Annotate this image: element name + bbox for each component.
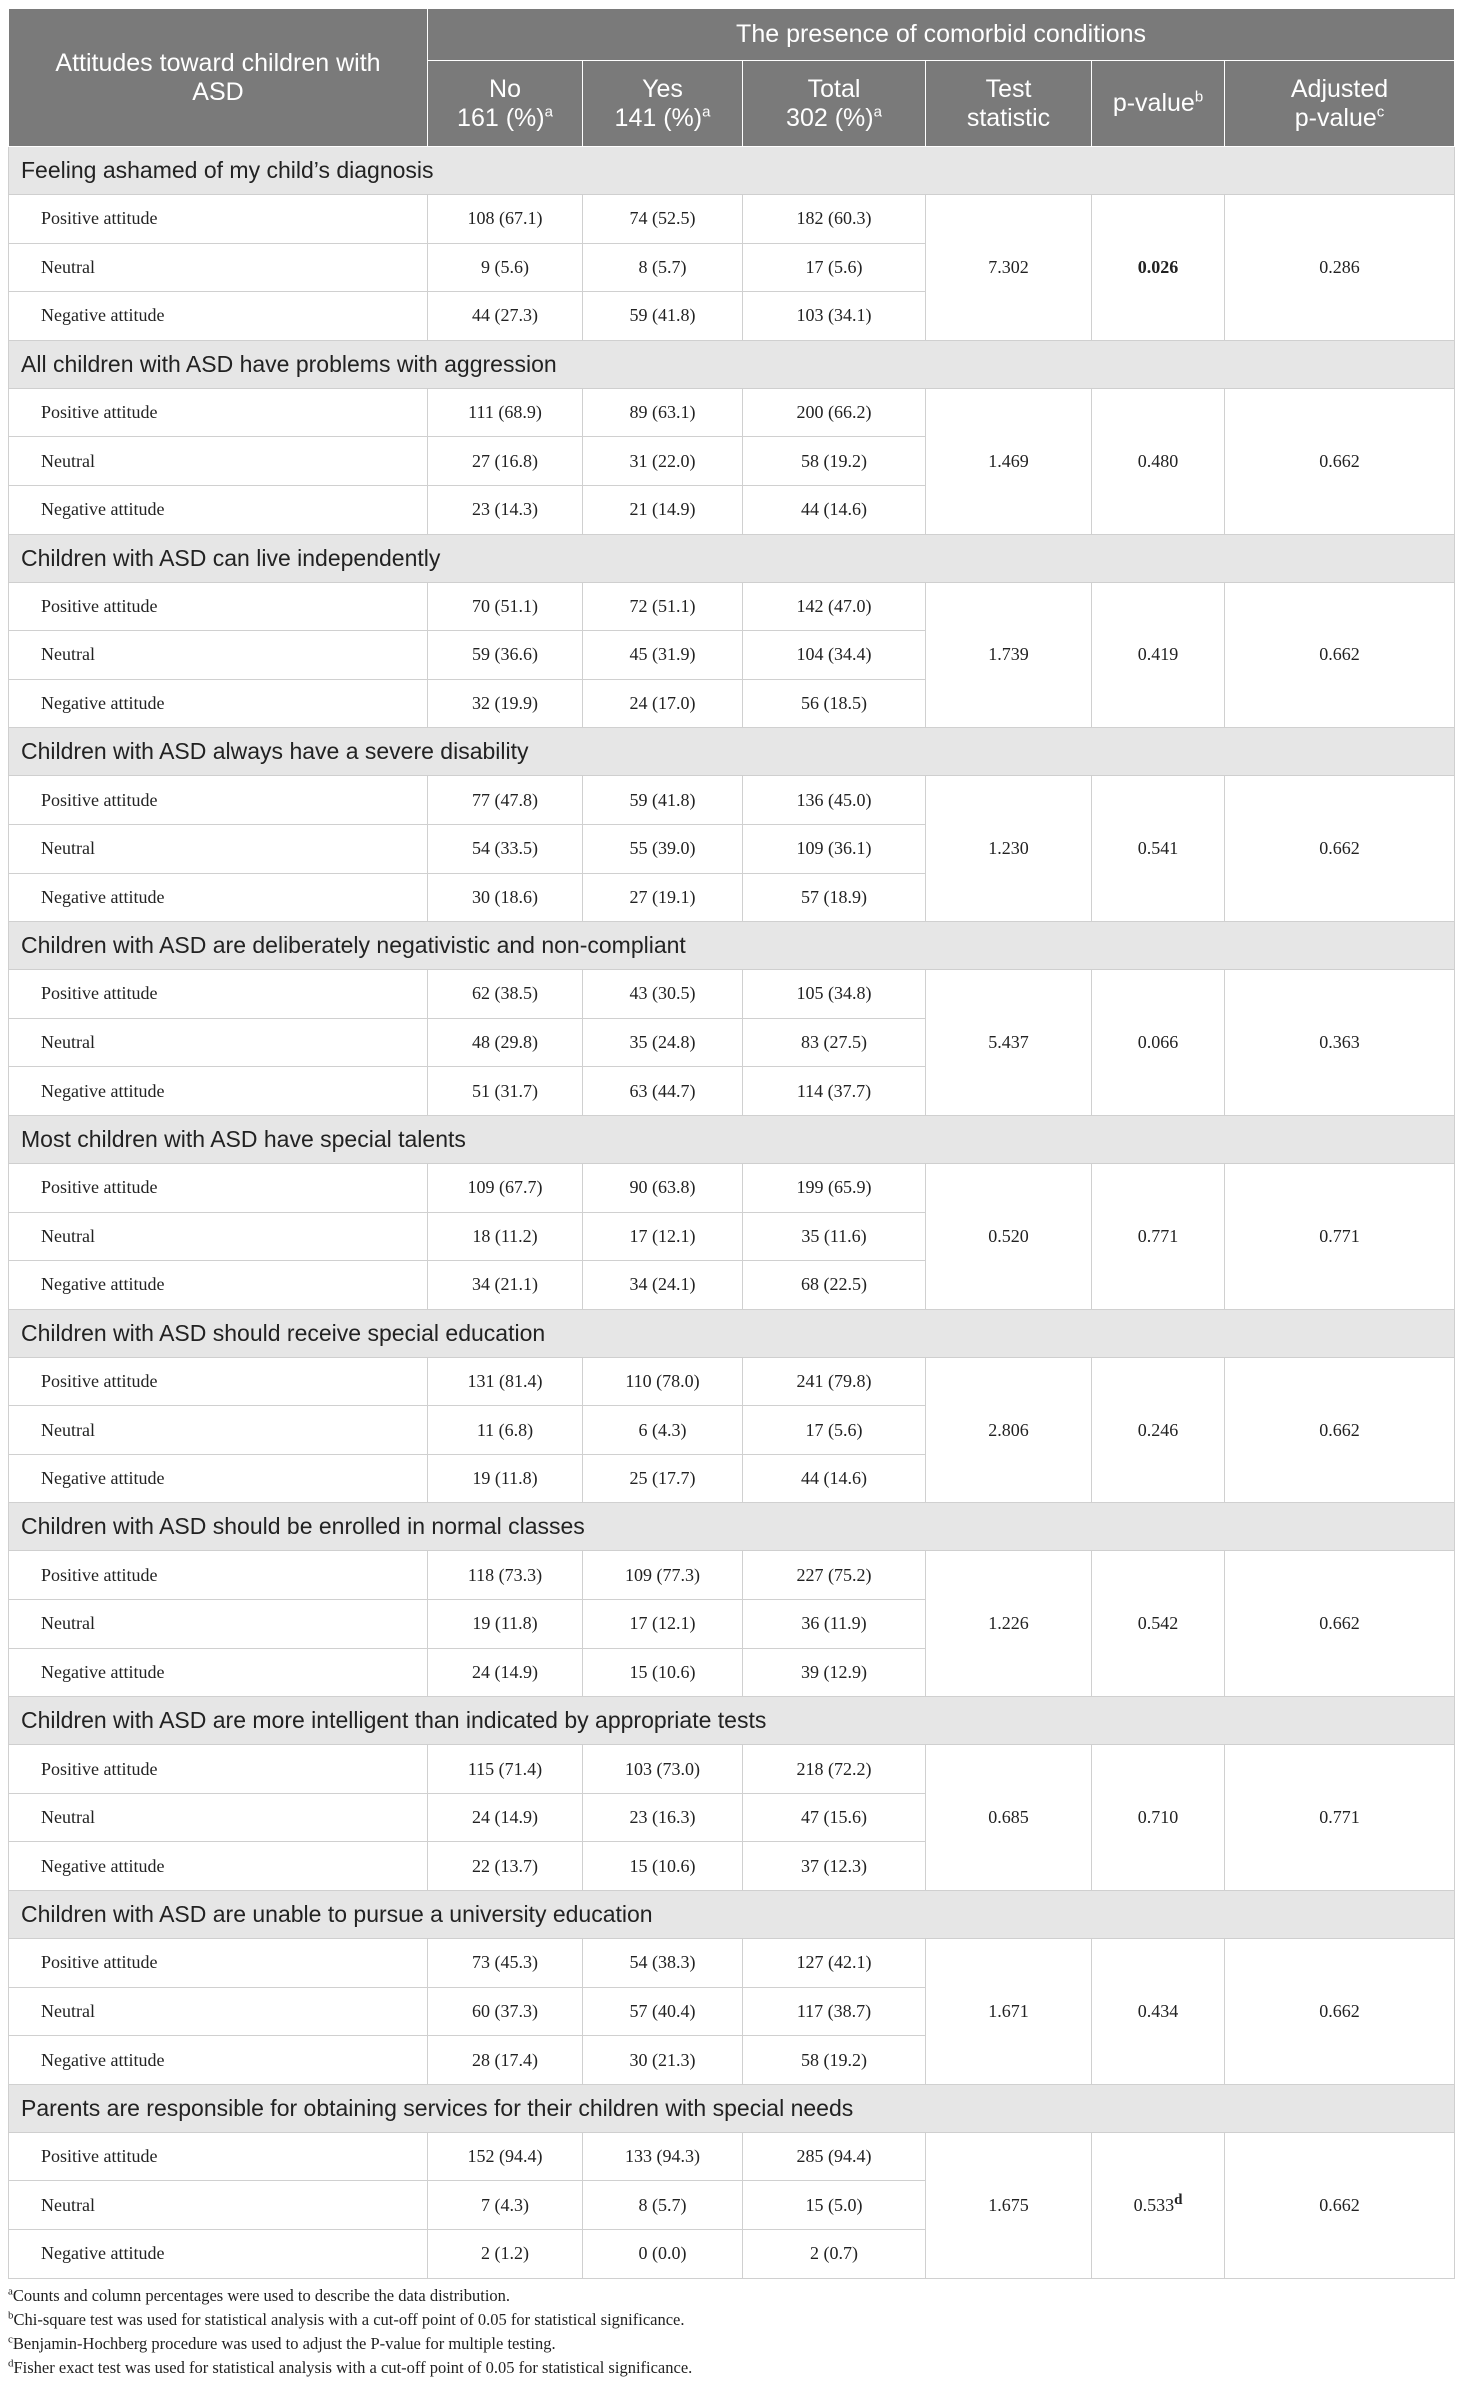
- total-count-cell: 218 (72.2): [743, 1745, 926, 1794]
- no-count-cell: 23 (14.3): [428, 485, 583, 534]
- footnote-marker: d: [8, 2357, 14, 2370]
- no-count-cell: 73 (45.3): [428, 1939, 583, 1988]
- attitude-label: Neutral: [9, 437, 428, 486]
- adjusted-p-value-cell: 0.286: [1225, 195, 1455, 341]
- yes-count-cell: 34 (24.1): [583, 1261, 743, 1310]
- no-count-cell: 152 (94.4): [428, 2132, 583, 2181]
- p-value-text: 0.066: [1137, 1032, 1179, 1053]
- section-title: Children with ASD are deliberately negativistic and non-compliant: [9, 922, 1455, 970]
- total-count-cell: 114 (37.7): [743, 1067, 926, 1116]
- no-count-cell: 118 (73.3): [428, 1551, 583, 1600]
- total-count-cell: 142 (47.0): [743, 582, 926, 631]
- p-value-cell: [1092, 2132, 1225, 2278]
- section-row: [9, 534, 1455, 582]
- yes-count-cell: 23 (16.3): [583, 1793, 743, 1842]
- attitude-label: Positive attitude: [9, 1939, 428, 1988]
- attitude-label: Negative attitude: [9, 679, 428, 728]
- p-value-cell: [1092, 970, 1225, 1116]
- p-value-cell: [1092, 776, 1225, 922]
- footnote-marker: b: [1194, 88, 1204, 106]
- adjusted-p-value-cell: 0.662: [1225, 1357, 1455, 1503]
- adjusted-p-value-cell: 0.662: [1225, 1551, 1455, 1697]
- total-count-cell: 44 (14.6): [743, 1454, 926, 1503]
- total-count-cell: 17 (5.6): [743, 243, 926, 292]
- total-count-cell: 68 (22.5): [743, 1261, 926, 1310]
- section-row: [9, 340, 1455, 388]
- yes-count-cell: 8 (5.7): [583, 243, 743, 292]
- table-header: [9, 9, 1455, 147]
- section-row: [9, 1115, 1455, 1163]
- section-title: Children with ASD should be enrolled in normal classes: [9, 1503, 1455, 1551]
- section-title: Children with ASD can live independently: [9, 534, 1455, 582]
- table-row: [9, 195, 1455, 244]
- section-title: Feeling ashamed of my child’s diagnosis: [9, 147, 1455, 195]
- attitude-label: Neutral: [9, 631, 428, 680]
- p-value-text: 0.771: [1137, 1225, 1179, 1246]
- p-value-text: 0.710: [1137, 1807, 1179, 1828]
- column-header-line1: p-value: [1112, 89, 1195, 117]
- total-count-cell: 285 (94.4): [743, 2132, 926, 2181]
- section-title: Children with ASD are unable to pursue a university education: [9, 1891, 1455, 1939]
- table-container: [8, 8, 1454, 2380]
- attitude-label: Negative attitude: [9, 292, 428, 341]
- group-header: The presence of comorbid conditions: [428, 9, 1455, 61]
- attitude-label: Positive attitude: [9, 1745, 428, 1794]
- section-row: [9, 2084, 1455, 2132]
- total-count-cell: 105 (34.8): [743, 970, 926, 1019]
- column-header-line1: Adjusted: [1290, 74, 1389, 103]
- yes-count-cell: 35 (24.8): [583, 1018, 743, 1067]
- section-title: Parents are responsible for obtaining services for their children with special needs: [9, 2084, 1455, 2132]
- attitude-label: Negative attitude: [9, 485, 428, 534]
- test-statistic-header: [926, 61, 1092, 147]
- p-value-cell: [1092, 1357, 1225, 1503]
- p-value-cell: [1092, 1551, 1225, 1697]
- attitude-label: Positive attitude: [9, 582, 428, 631]
- attitude-label: Negative attitude: [9, 1067, 428, 1116]
- section-row: [9, 1309, 1455, 1357]
- yes-count-cell: 109 (77.3): [583, 1551, 743, 1600]
- footnote-text: Counts and column percentages were used to describe the data distribution.: [12, 2285, 511, 2305]
- total-count-cell: 44 (14.6): [743, 485, 926, 534]
- test-statistic-cell: 2.806: [926, 1357, 1092, 1503]
- no-count-cell: 7 (4.3): [428, 2181, 583, 2230]
- p-value-cell: [1092, 1939, 1225, 2085]
- table-row: [9, 582, 1455, 631]
- attitude-label: Neutral: [9, 1600, 428, 1649]
- total-count-cell: 136 (45.0): [743, 776, 926, 825]
- no-count-cell: 51 (31.7): [428, 1067, 583, 1116]
- table-row: [9, 388, 1455, 437]
- attitude-label: Positive attitude: [9, 388, 428, 437]
- adjusted-p-value-cell: 0.662: [1225, 1939, 1455, 2085]
- adjusted-p-value-cell: 0.662: [1225, 388, 1455, 534]
- no-count-cell: 59 (36.6): [428, 631, 583, 680]
- p-value-cell: [1092, 582, 1225, 728]
- yes-count-cell: 72 (51.1): [583, 582, 743, 631]
- section-row: [9, 1891, 1455, 1939]
- test-statistic-cell: 1.469: [926, 388, 1092, 534]
- p-value-cell: [1092, 195, 1225, 341]
- p-value-cell: [1092, 1745, 1225, 1891]
- test-statistic-cell: 0.685: [926, 1745, 1092, 1891]
- no-count-cell: 115 (71.4): [428, 1745, 583, 1794]
- footnote-marker: a: [544, 103, 553, 121]
- attitude-label: Negative attitude: [9, 1648, 428, 1697]
- total-count-cell: 200 (66.2): [743, 388, 926, 437]
- test-statistic-cell: 1.671: [926, 1939, 1092, 2085]
- yes-count-cell: 55 (39.0): [583, 824, 743, 873]
- test-statistic-cell: 1.675: [926, 2132, 1092, 2278]
- total-count-cell: 182 (60.3): [743, 195, 926, 244]
- footnote-marker: a: [702, 103, 711, 121]
- total-count-cell: 109 (36.1): [743, 824, 926, 873]
- total-count-cell: 36 (11.9): [743, 1600, 926, 1649]
- attitude-label: Neutral: [9, 1793, 428, 1842]
- p-value-text: 0.480: [1137, 450, 1179, 471]
- test-statistic-cell: 1.226: [926, 1551, 1092, 1697]
- no-count-cell: 77 (47.8): [428, 776, 583, 825]
- footnote-text: Benjamin-Hochberg procedure was used to adjust the P-value for multiple testing.: [12, 2333, 556, 2353]
- section-title: Children with ASD should receive special education: [9, 1309, 1455, 1357]
- yes-count-cell: 89 (63.1): [583, 388, 743, 437]
- p-value-cell: [1092, 1163, 1225, 1309]
- section-title: Children with ASD are more intelligent than indicated by appropriate tests: [9, 1697, 1455, 1745]
- footnote-line: [8, 2356, 1454, 2380]
- attitude-label: Positive attitude: [9, 2132, 428, 2181]
- yes-column-header: [583, 61, 743, 147]
- attitude-label: Neutral: [9, 243, 428, 292]
- column-header-line2: p-value: [1294, 103, 1377, 132]
- attitude-label: Positive attitude: [9, 1551, 428, 1600]
- yes-count-cell: 24 (17.0): [583, 679, 743, 728]
- yes-count-cell: 15 (10.6): [583, 1842, 743, 1891]
- column-header-line1: Yes: [642, 74, 683, 103]
- attitude-label: Negative attitude: [9, 2230, 428, 2279]
- attitude-label: Negative attitude: [9, 1454, 428, 1503]
- total-count-cell: 56 (18.5): [743, 679, 926, 728]
- attitude-label: Positive attitude: [9, 1163, 428, 1212]
- no-count-cell: 32 (19.9): [428, 679, 583, 728]
- test-statistic-cell: 1.230: [926, 776, 1092, 922]
- table-body: [9, 147, 1455, 2279]
- no-count-cell: 60 (37.3): [428, 1987, 583, 2036]
- total-count-cell: 104 (34.4): [743, 631, 926, 680]
- total-count-cell: 47 (15.6): [743, 1793, 926, 1842]
- footnote-text: Chi-square test was used for statistical analysis with a cut-off point of 0.05 for statistical significance.: [13, 2309, 685, 2329]
- attitude-label: Negative attitude: [9, 1261, 428, 1310]
- column-header-line1: Test: [985, 74, 1032, 103]
- no-count-cell: 19 (11.8): [428, 1454, 583, 1503]
- adjusted-p-value-cell: 0.771: [1225, 1745, 1455, 1891]
- yes-count-cell: 110 (78.0): [583, 1357, 743, 1406]
- adjusted-p-value-cell: 0.771: [1225, 1163, 1455, 1309]
- total-count-cell: 17 (5.6): [743, 1406, 926, 1455]
- p-value-text: 0.246: [1137, 1419, 1179, 1440]
- yes-count-cell: 63 (44.7): [583, 1067, 743, 1116]
- test-statistic-cell: 7.302: [926, 195, 1092, 341]
- attitude-label: Positive attitude: [9, 195, 428, 244]
- column-header-line1: No: [489, 74, 521, 103]
- section-row: [9, 922, 1455, 970]
- column-header-line2: 161 (%): [457, 103, 545, 132]
- no-count-cell: 18 (11.2): [428, 1212, 583, 1261]
- yes-count-cell: 54 (38.3): [583, 1939, 743, 1988]
- no-count-cell: 2 (1.2): [428, 2230, 583, 2279]
- yes-count-cell: 59 (41.8): [583, 776, 743, 825]
- attitude-label: Neutral: [9, 1212, 428, 1261]
- yes-count-cell: 57 (40.4): [583, 1987, 743, 2036]
- test-statistic-cell: 0.520: [926, 1163, 1092, 1309]
- comorbid-attitudes-table: [8, 8, 1455, 2279]
- no-count-cell: 28 (17.4): [428, 2036, 583, 2085]
- adjusted-p-value-cell: 0.662: [1225, 2132, 1455, 2278]
- yes-count-cell: 6 (4.3): [583, 1406, 743, 1455]
- section-title: Children with ASD always have a severe disability: [9, 728, 1455, 776]
- column-header-line1: Total: [807, 74, 861, 103]
- no-count-cell: 44 (27.3): [428, 292, 583, 341]
- p-value-text: 0.541: [1137, 838, 1179, 859]
- total-count-cell: 83 (27.5): [743, 1018, 926, 1067]
- total-count-cell: 127 (42.1): [743, 1939, 926, 1988]
- column-header-line2: 302 (%): [786, 103, 874, 132]
- attitude-label: Positive attitude: [9, 970, 428, 1019]
- table-row: [9, 1939, 1455, 1988]
- row-label-header: Attitudes toward children with ASD: [9, 9, 428, 147]
- p-value-text: 0.434: [1137, 2000, 1179, 2021]
- yes-count-cell: 74 (52.5): [583, 195, 743, 244]
- no-count-cell: 131 (81.4): [428, 1357, 583, 1406]
- yes-count-cell: 103 (73.0): [583, 1745, 743, 1794]
- yes-count-cell: 43 (30.5): [583, 970, 743, 1019]
- yes-count-cell: 17 (12.1): [583, 1212, 743, 1261]
- adjusted-p-value-header: [1225, 61, 1455, 147]
- section-row: [9, 1697, 1455, 1745]
- no-count-cell: 34 (21.1): [428, 1261, 583, 1310]
- attitude-label: Positive attitude: [9, 1357, 428, 1406]
- section-title: Most children with ASD have special talents: [9, 1115, 1455, 1163]
- p-value-text: 0.542: [1137, 1613, 1179, 1634]
- attitude-label: Positive attitude: [9, 776, 428, 825]
- total-count-cell: 15 (5.0): [743, 2181, 926, 2230]
- no-count-cell: 24 (14.9): [428, 1793, 583, 1842]
- no-count-cell: 22 (13.7): [428, 1842, 583, 1891]
- yes-count-cell: 133 (94.3): [583, 2132, 743, 2181]
- attitude-label: Negative attitude: [9, 2036, 428, 2085]
- table-row: [9, 1357, 1455, 1406]
- total-count-cell: 103 (34.1): [743, 292, 926, 341]
- footnote-line: [8, 2284, 1454, 2308]
- yes-count-cell: 45 (31.9): [583, 631, 743, 680]
- p-value-text: 0.533: [1133, 2194, 1175, 2215]
- table-row: [9, 970, 1455, 1019]
- yes-count-cell: 25 (17.7): [583, 1454, 743, 1503]
- table-row: [9, 1163, 1455, 1212]
- column-header-line2: 141 (%): [614, 103, 703, 132]
- test-statistic-cell: 5.437: [926, 970, 1092, 1116]
- footnotes: [8, 2284, 1454, 2380]
- no-count-cell: 54 (33.5): [428, 824, 583, 873]
- section-title: All children with ASD have problems with aggression: [9, 340, 1455, 388]
- footnote-line: [8, 2308, 1454, 2332]
- no-count-cell: 109 (67.7): [428, 1163, 583, 1212]
- total-count-cell: 57 (18.9): [743, 873, 926, 922]
- test-statistic-cell: 1.739: [926, 582, 1092, 728]
- no-count-cell: 24 (14.9): [428, 1648, 583, 1697]
- no-count-cell: 30 (18.6): [428, 873, 583, 922]
- p-value-text: 0.419: [1137, 644, 1179, 665]
- total-count-cell: 117 (38.7): [743, 1987, 926, 2036]
- adjusted-p-value-cell: 0.662: [1225, 776, 1455, 922]
- yes-count-cell: 21 (14.9): [583, 485, 743, 534]
- attitude-label: Neutral: [9, 1018, 428, 1067]
- footnote-marker: a: [8, 2285, 13, 2298]
- yes-count-cell: 90 (63.8): [583, 1163, 743, 1212]
- total-count-cell: 58 (19.2): [743, 437, 926, 486]
- yes-count-cell: 8 (5.7): [583, 2181, 743, 2230]
- section-row: [9, 147, 1455, 195]
- attitude-label: Negative attitude: [9, 873, 428, 922]
- no-count-cell: 9 (5.6): [428, 243, 583, 292]
- yes-count-cell: 0 (0.0): [583, 2230, 743, 2279]
- total-count-cell: 37 (12.3): [743, 1842, 926, 1891]
- no-count-cell: 19 (11.8): [428, 1600, 583, 1649]
- attitude-label: Neutral: [9, 1987, 428, 2036]
- footnote-marker: b: [8, 2309, 14, 2322]
- table-row: [9, 776, 1455, 825]
- no-count-cell: 62 (38.5): [428, 970, 583, 1019]
- total-count-cell: 39 (12.9): [743, 1648, 926, 1697]
- section-row: [9, 728, 1455, 776]
- no-count-cell: 111 (68.9): [428, 388, 583, 437]
- yes-count-cell: 15 (10.6): [583, 1648, 743, 1697]
- total-count-cell: 199 (65.9): [743, 1163, 926, 1212]
- attitude-label: Neutral: [9, 824, 428, 873]
- yes-count-cell: 17 (12.1): [583, 1600, 743, 1649]
- footnote-marker: c: [8, 2333, 13, 2346]
- footnote-marker: a: [873, 103, 882, 121]
- section-row: [9, 1503, 1455, 1551]
- yes-count-cell: 59 (41.8): [583, 292, 743, 341]
- column-header-line2: statistic: [966, 103, 1051, 132]
- no-column-header: [428, 61, 583, 147]
- yes-count-cell: 30 (21.3): [583, 2036, 743, 2085]
- table-row: [9, 1551, 1455, 1600]
- total-count-cell: 227 (75.2): [743, 1551, 926, 1600]
- p-value-header: [1092, 61, 1225, 147]
- no-count-cell: 108 (67.1): [428, 195, 583, 244]
- no-count-cell: 11 (6.8): [428, 1406, 583, 1455]
- footnote-line: [8, 2332, 1454, 2356]
- no-count-cell: 27 (16.8): [428, 437, 583, 486]
- attitude-label: Negative attitude: [9, 1842, 428, 1891]
- attitude-label: Neutral: [9, 2181, 428, 2230]
- no-count-cell: 70 (51.1): [428, 582, 583, 631]
- total-column-header: [743, 61, 926, 147]
- footnote-marker: c: [1376, 103, 1385, 121]
- yes-count-cell: 31 (22.0): [583, 437, 743, 486]
- total-count-cell: 241 (79.8): [743, 1357, 926, 1406]
- attitude-label: Neutral: [9, 1406, 428, 1455]
- total-count-cell: 35 (11.6): [743, 1212, 926, 1261]
- no-count-cell: 48 (29.8): [428, 1018, 583, 1067]
- table-row: [9, 2132, 1455, 2181]
- p-value-cell: [1092, 388, 1225, 534]
- yes-count-cell: 27 (19.1): [583, 873, 743, 922]
- footnote-marker: d: [1174, 2191, 1183, 2208]
- footnote-text: Fisher exact test was used for statistical analysis with a cut-off point of 0.05 for statistical significance.: [13, 2357, 693, 2377]
- adjusted-p-value-cell: 0.662: [1225, 582, 1455, 728]
- table-row: [9, 1745, 1455, 1794]
- total-count-cell: 2 (0.7): [743, 2230, 926, 2279]
- adjusted-p-value-cell: 0.363: [1225, 970, 1455, 1116]
- p-value-text: 0.026: [1137, 256, 1179, 277]
- total-count-cell: 58 (19.2): [743, 2036, 926, 2085]
